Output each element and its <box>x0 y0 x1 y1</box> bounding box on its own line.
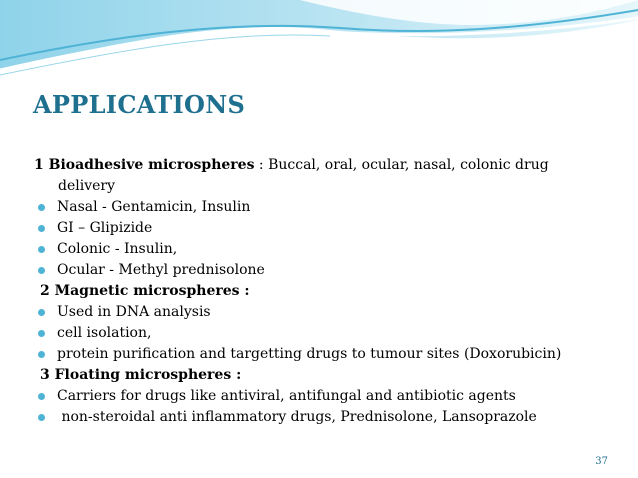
section-heading <box>34 281 614 302</box>
section-heading-bold: 3 Floating microspheres : <box>40 367 242 383</box>
bullet-icon <box>38 246 45 253</box>
list-item <box>34 302 614 323</box>
list-item <box>34 260 614 281</box>
header-wave-decoration <box>0 0 638 80</box>
list-item <box>34 197 614 218</box>
bullet-text: Colonic - Insulin, <box>57 241 178 257</box>
bullet-text: cell isolation, <box>57 325 152 341</box>
list-item <box>34 218 614 239</box>
section-heading-bold: 1 Bioadhesive microspheres <box>34 157 255 173</box>
bullet-icon <box>38 267 45 274</box>
bullet-icon <box>38 351 45 358</box>
section-heading-rest: : Buccal, oral, ocular, nasal, colonic drug <box>254 157 549 173</box>
section-heading <box>34 155 614 176</box>
list-item <box>34 407 614 428</box>
list-item <box>34 344 614 365</box>
slide-content <box>34 155 614 428</box>
bullet-text: Carriers for drugs like antiviral, antifungal and antibiotic agents <box>57 388 516 404</box>
bullet-icon <box>38 225 45 232</box>
bullet-text: Used in DNA analysis <box>57 304 211 320</box>
list-item <box>34 386 614 407</box>
page-number: 37 <box>595 456 608 467</box>
bullet-icon <box>38 414 45 421</box>
bullet-text: protein purification and targetting drugs to tumour sites (Doxorubicin) <box>57 346 562 362</box>
slide-title: APPLICATIONS <box>33 90 246 119</box>
bullet-icon <box>38 393 45 400</box>
section-heading <box>34 365 614 386</box>
list-item <box>34 323 614 344</box>
bullet-icon <box>38 330 45 337</box>
bullet-text: Nasal - Gentamicin, Insulin <box>57 199 251 215</box>
bullet-text: GI – Glipizide <box>57 220 153 236</box>
section-heading-bold: 2 Magnetic microspheres : <box>40 283 250 299</box>
bullet-text: non-steroidal anti inflammatory drugs, Prednisolone, Lansoprazole <box>57 409 537 425</box>
section-heading-continuation: delivery <box>58 178 115 194</box>
bullet-icon <box>38 309 45 316</box>
bullet-icon <box>38 204 45 211</box>
list-item <box>34 239 614 260</box>
bullet-text: Ocular - Methyl prednisolone <box>57 262 265 278</box>
